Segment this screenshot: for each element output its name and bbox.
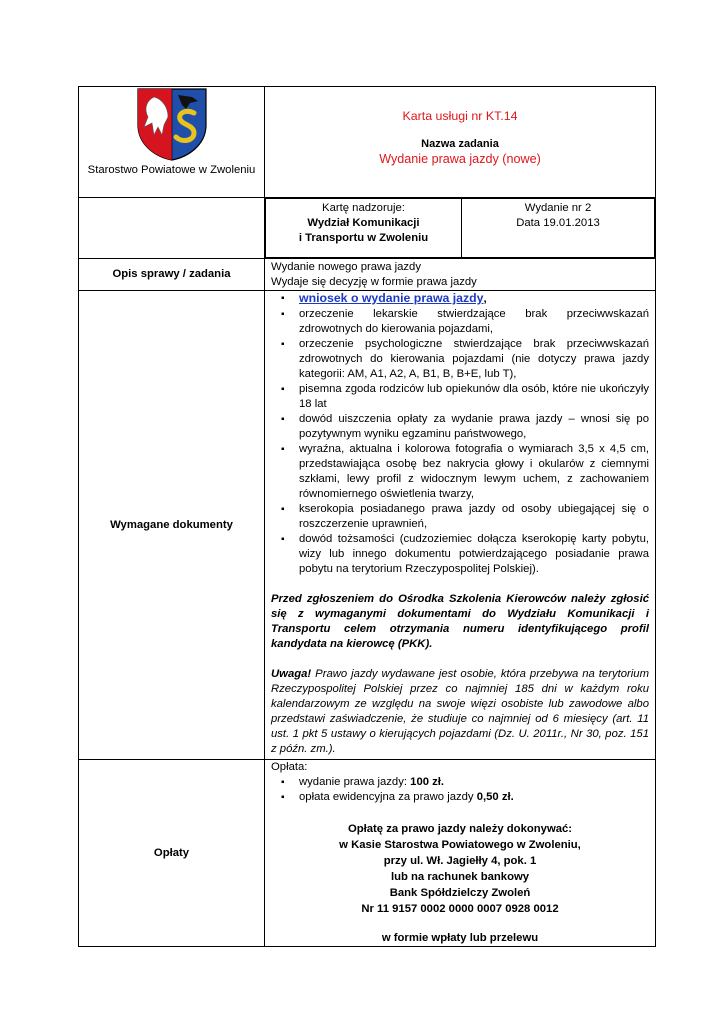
list-item: ▪ dowód uiszczenia opłaty za wydanie prawa jazdy – wnosi się po pozytywnym wyniku egzaminu państwowego, [299,412,649,442]
fees-heading: Opłata: [271,761,308,773]
documents-label: Wymagane dokumenty [79,291,265,760]
card-number: Karta usługi nr KT.14 [402,109,518,123]
fee-amount: 0,50 zł. [476,791,514,803]
edition-date: Data 19.01.2013 [516,217,600,229]
dept-line2: i Transportu w Zwoleniu [298,232,429,244]
pay-line: Bank Spółdzielczy Zwoleń [389,887,531,899]
list-item: ▪ wyraźna, aktualna i kolorowa fotografia o wymiarach 3,5 x 4,5 cm, przedstawiająca osobę bez nakrycia głowy i okularów z ciemnymi szkłami, lewy profil z widocznym lewym uchem, z zachowaniem równomiernego oświetlenia twarzy, [299,442,649,502]
fee-text: wydanie prawa jazdy: [299,776,411,788]
payment-info [271,821,649,946]
pay-line: w Kasie Starostwa Powiatowego w Zwoleniu, [339,839,581,851]
list-item: ▪ pisemna zgoda rodziców lub opiekunów dla osób, które nie ukończyły 18 lat [299,382,649,412]
list-item [299,790,649,805]
pay-line: przy ul. Wł. Jagiełły 4, pok. 1 [383,855,537,867]
opis-line2: Wydaje się decyzję w formie prawa jazdy [271,276,477,288]
supervision-table [265,198,655,258]
service-card-table [78,86,656,947]
supervision-cell [265,198,656,259]
application-form-link[interactable]: wniosek o wydanie prawa jazdy [299,291,484,305]
fees-label: Opłaty [79,760,265,947]
list-item [299,291,649,307]
supervisor-cell [266,199,462,258]
list-item: ▪ orzeczenie psychologiczne stwierdzające brak przeciwwskazań zdrowotnych do kierowania pojazdami (nie dotyczy prawa jazdy kategorii: AM, A1, A2, A, B1, B, B+E, lub T), [299,337,649,382]
supervisor-label: Kartę nadzoruje: [322,202,405,214]
list-item: ▪ orzeczenie lekarskie stwierdzające brak przeciwwskazań zdrowotnych do kierowania pojazdami, [299,307,649,337]
title-cell [265,87,656,198]
link-suffix: , [483,293,487,305]
opis-label: Opis sprawy / zadania [79,259,265,291]
opis-cell [265,259,656,291]
task-label: Nazwa zadania [421,138,499,150]
edition-number: Wydanie nr 2 [524,202,592,214]
pay-line: Opłatę za prawo jazdy należy dokonywać: [347,823,573,835]
empty-cell [79,198,265,259]
list-item: ▪ kserokopia posiadanego prawa jazdy od osoby ubiegającej się o roszczerzenie uprawnień, [299,502,649,532]
coat-of-arms-icon [136,87,208,161]
fees-cell [265,760,656,947]
fee-amount: 100 zł. [410,776,445,788]
pkk-note: Przed zgłoszeniem do Ośrodka Szkolenia Kierowców należy zgłosić się z wymaganymi dokumentami do Wydziału Komunikacji i Transportu celem otrzymania numeru identyfikującego profil kandydata na kierowcę (PKK). [271,593,649,650]
pay-form: w formie wpłaty lub przelewu [381,932,539,944]
office-name: Starostwo Powiatowe w Zwoleniu [87,164,256,176]
list-item [299,775,649,790]
task-name: Wydanie prawa jazdy (nowe) [379,152,541,166]
fees-list [271,775,649,805]
documents-cell [265,291,656,760]
documents-list [271,291,649,577]
opis-line1: Wydanie nowego prawa jazdy [271,261,421,273]
edition-cell [462,199,655,258]
uwaga-label: Uwaga! [271,668,312,680]
pay-line: lub na rachunek bankowy [390,871,530,883]
list-item: ▪ dowód tożsamości (cudzoziemiec dołącza kserokopię karty pobytu, wizy lub innego dokumentu potwierdzającego posiadanie prawa pobytu na terytorium Rzeczypospolitej Polskiej). [299,532,649,577]
pay-line: Nr 11 9157 0002 0000 0007 0928 0012 [361,903,559,915]
fee-text: opłata ewidencyjna za prawo jazdy [299,791,477,803]
dept-line1: Wydział Komunikacji [307,217,420,229]
uwaga-text: Prawo jazdy wydawane jest osobie, która przebywa na terytorium Rzeczypospolitej Polskiej przez co najmniej 185 dni w każdym roku kalendarzowym ze względu na swoje więzi osobiste lub zawodowe albo przedstawi zaświadczenie, że studiuje co najmniej od 6 miesięcy (art. 11 ust. 1 pkt 5 ustawy o kierujących pojazdami (Dz. U. 2011r., Nr 30, poz. 151 z późn. zm.). [271,668,649,755]
uwaga-note [271,667,649,757]
office-cell [79,87,265,198]
